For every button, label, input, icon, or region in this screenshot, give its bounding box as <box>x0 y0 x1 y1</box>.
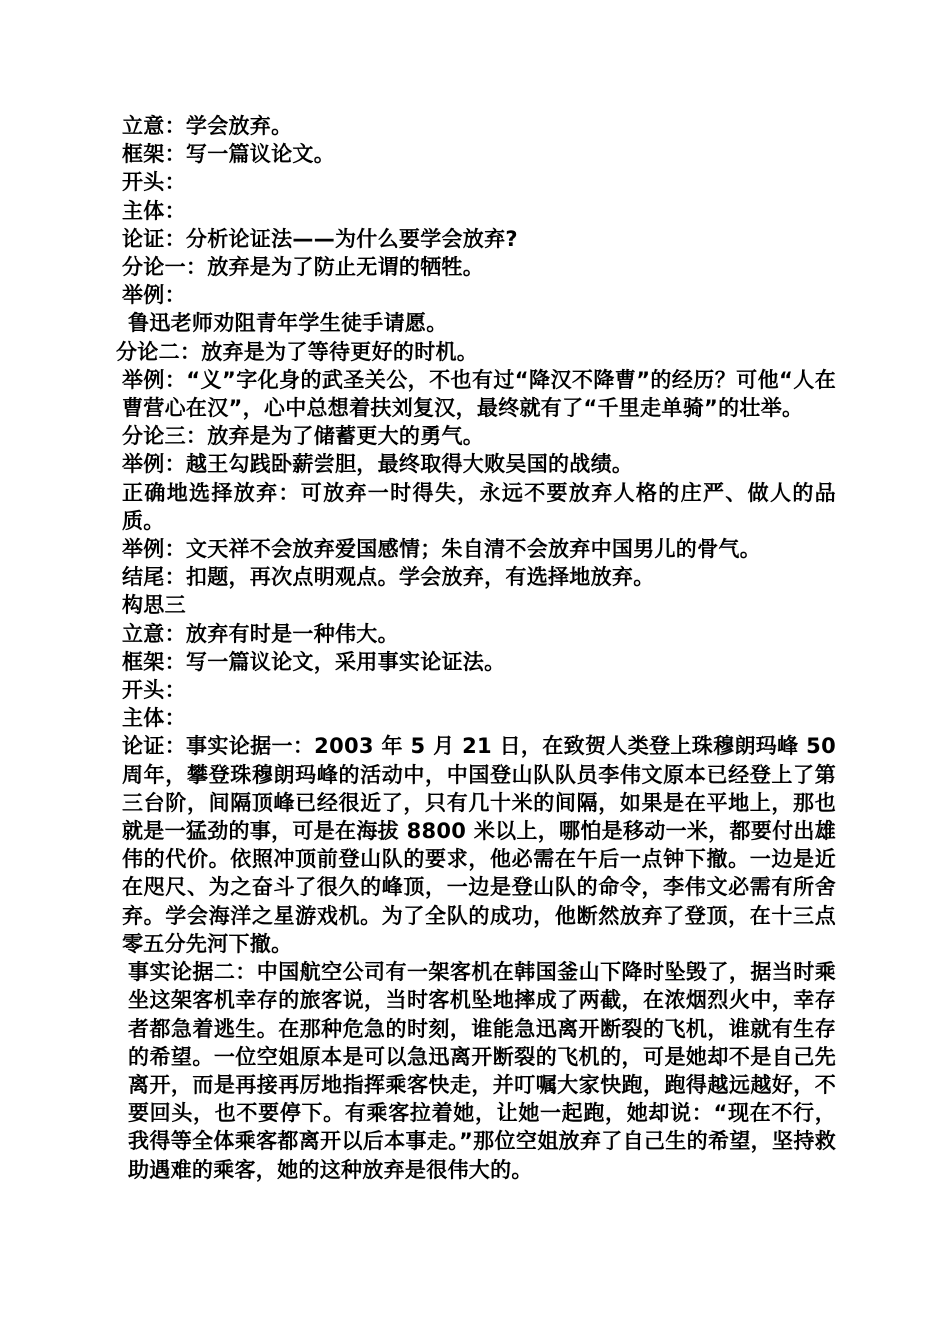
paragraph: 举例：“义”字化身的武圣关公，不也有过“降汉不降曹”的经历？可他“人在曹营心在汉”，心中总想着扶刘复汉，最终就有了“千里走单骑”的壮举。 <box>122 367 836 421</box>
paragraph: 分论二：放弃是为了等待更好的时机。 <box>116 339 479 364</box>
paragraph: 立意：放弃有时是一种伟大。 <box>122 621 399 646</box>
paragraph: 立意：学会放弃。 <box>122 114 293 138</box>
paragraph: 举例：越王勾践卧薪尝胆，最终取得大败吴国的战绩。 <box>122 452 634 477</box>
paragraph: 分论一：放弃是为了防止无谓的牺牲。 <box>122 255 485 280</box>
paragraph: 开头： <box>122 678 186 703</box>
paragraph: 事实论据二：中国航空公司有一架客机在韩国釜山下降时坠毁了，据当时乘坐这架客机幸存的旅客说，当时客机坠地摔成了两截，在浓烟烈火中，幸存者都急着逃生。在那种危急的时刻，谁能急迅离开断裂的飞机，谁就有生存的希望。一位空姐原本是可以急迅离开断裂的飞机的，可是她却不是自己先离开，而是再接再厉地指挥乘客快走，并叮嘱大家快跑，跑得越远越好，不要回头，也不要停下。有乘客拉着她，让她一起跑，她却说：“现在不行，我得等全体乘客都离开以后本事走。”那位空姐放弃了自己生的希望，坚持救助遇难的乘客，她的这种放弃是很伟大的。 <box>128 960 836 1182</box>
document-body <box>116 112 844 1184</box>
paragraph: 结尾：扣题，再次点明观点。学会放弃，有选择地放弃。 <box>122 565 655 590</box>
paragraph: 论证：事实论据一：2003 年 5 月 21 日，在致贺人类登上珠穆朗玛峰 50 周年，攀登珠穆朗玛峰的活动中，中国登山队队员李伟文原本已经登上了第三台阶，间隔顶峰已经很近了，只有几十米的间隔，如果是在平地上，那也就是一猛劲的事，可是在海拔 8800 米以上，哪怕是移动一米，都要付出雄伟的代价。依照冲顶前登山队的要求，他必需在午后一点钟下撤。一边是近在咫尺、为之奋斗了很久的峰顶，一边是登山队的命令，李伟文必需有所舍弃。学会海洋之星游戏机。为了全队的成功，他断然放弃了登顶，在十三点零五分先河下撤。 <box>122 734 844 956</box>
paragraph: 鲁迅老师劝阻青年学生徒手请愿。 <box>128 311 448 336</box>
paragraph: 开头： <box>122 170 186 195</box>
section-heading: 构思三 <box>122 593 186 618</box>
paragraph: 主体： <box>122 198 186 223</box>
paragraph: 举例：文天祥不会放弃爱国感情；朱自清不会放弃中国男儿的骨气。 <box>122 537 761 562</box>
paragraph: 举例： <box>122 283 186 308</box>
paragraph: 分论三：放弃是为了储蓄更大的勇气。 <box>122 424 485 449</box>
paragraph: 正确地选择放弃：可放弃一时得失，永远不要放弃人格的庄严、做人的品质。 <box>122 480 836 533</box>
paragraph: 论证：分析论证法——为什么要学会放弃? <box>122 226 518 251</box>
paragraph: 框架：写一篇议论文，采用事实论证法。 <box>122 649 506 674</box>
paragraph: 主体： <box>122 706 186 731</box>
paragraph: 框架：写一篇议论文。 <box>122 142 335 167</box>
